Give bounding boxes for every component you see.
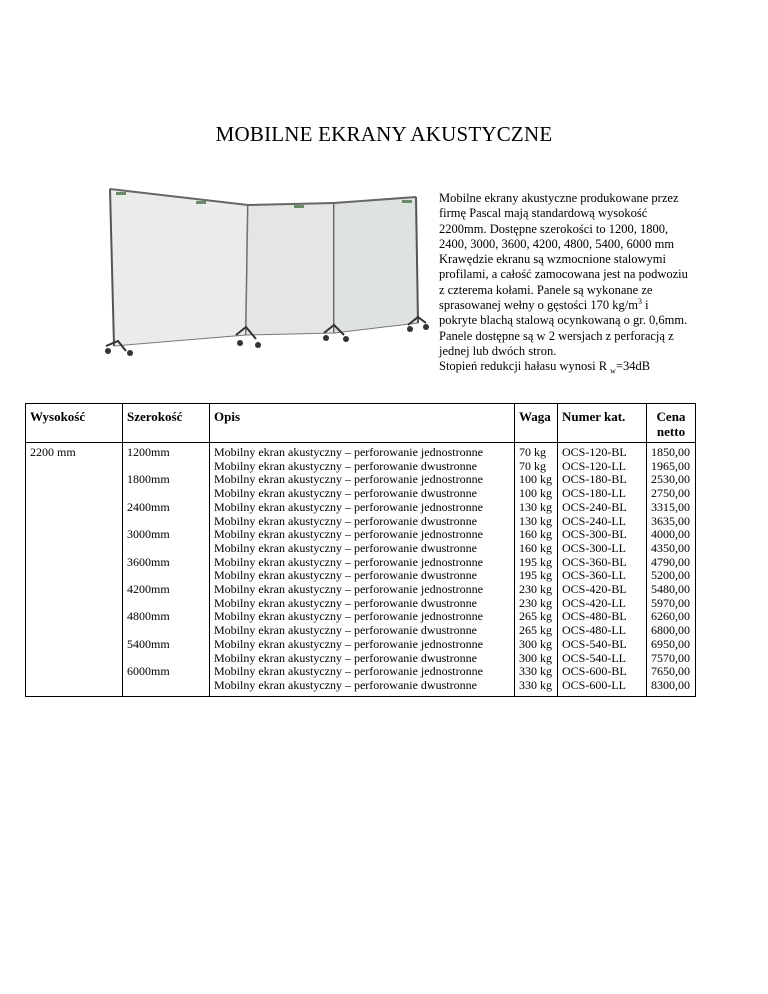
row-weight: 160 kg (519, 540, 552, 555)
row-price: 6950,00 (651, 636, 690, 651)
row-catalog-number: OCS-360-LL (562, 568, 626, 583)
width-value: 6000mm (127, 664, 170, 679)
header-weight: Waga (515, 404, 558, 443)
row-weight: 195 kg (519, 554, 552, 569)
row-price: 4350,00 (651, 540, 690, 555)
row-description: Mobilny ekran akustyczny – perforowanie dwustronne (214, 623, 477, 638)
row-price: 8300,00 (651, 677, 690, 692)
width-value: 5400mm (127, 636, 170, 651)
row-price: 1850,00 (651, 445, 690, 459)
intro-paragraph-2: Krawędzie ekranu są wzmocnione stalowymi profilami, a całość zamocowana jest na podwoziu z czterema kołami. Panele są wykonane ze sprasowanej wełny o gęstości 170 $kg/m^3$ i pokryte blachą stalową ocynkowaną o gr. 0,6mm. Panele dostępne są w 2 wersjach z perforacją z jednej lub dwóch stron. (439, 252, 688, 358)
row-price: 7570,00 (651, 650, 690, 665)
prices-cell (647, 443, 696, 697)
row-description: Mobilny ekran akustyczny – perforowanie dwustronne (214, 568, 477, 583)
row-weight: 70 kg (519, 458, 546, 473)
row-price: 6260,00 (651, 609, 690, 624)
row-description: Mobilny ekran akustyczny – perforowanie dwustronne (214, 677, 477, 692)
row-description: Mobilny ekran akustyczny – perforowanie jednostronne (214, 445, 483, 459)
row-description: Mobilny ekran akustyczny – perforowanie jednostronne (214, 527, 483, 542)
intro-paragraph-1: Mobilne ekrany akustyczne produkowane przez firmę Pascal mają standardową wysokość 2200mm. Dostępne szerokości to 1200, 1800, 2400, 3000, 3600, 4200, 4800, 5400, 6000 mm (439, 191, 679, 251)
row-description: Mobilny ekran akustyczny – perforowanie dwustronne (214, 540, 477, 555)
row-price: 7650,00 (651, 664, 690, 679)
row-description: Mobilny ekran akustyczny – perforowanie jednostronne (214, 582, 483, 597)
row-description: Mobilny ekran akustyczny – perforowanie jednostronne (214, 499, 483, 514)
row-description: Mobilny ekran akustyczny – perforowanie dwustronne (214, 595, 477, 610)
price-table (25, 403, 696, 697)
width-value: 4200mm (127, 582, 170, 597)
width-value: 3000mm (127, 527, 170, 542)
row-catalog-number: OCS-120-BL (562, 445, 627, 459)
row-price: 5200,00 (651, 568, 690, 583)
row-catalog-number: OCS-180-LL (562, 486, 626, 501)
row-catalog-number: OCS-600-LL (562, 677, 626, 692)
header-description: Opis (210, 404, 515, 443)
height-cell: 2200 mm (26, 443, 123, 697)
row-weight: 330 kg (519, 677, 552, 692)
row-weight: 160 kg (519, 527, 552, 542)
row-weight: 195 kg (519, 568, 552, 583)
row-description: Mobilny ekran akustyczny – perforowanie jednostronne (214, 636, 483, 651)
row-catalog-number: OCS-480-LL (562, 623, 626, 638)
width-value: 2400mm (127, 499, 170, 514)
intro-paragraph-3: Stopień redukcji hałasu wynosi R $_w$=34dB (439, 359, 651, 376)
row-catalog-number: OCS-120-LL (562, 458, 626, 473)
row-weight: 100 kg (519, 472, 552, 487)
row-weight: 130 kg (519, 499, 552, 514)
header-catalog: Numer kat. (558, 404, 647, 443)
intro-text (439, 191, 689, 375)
row-price: 3635,00 (651, 513, 690, 528)
page-title: MOBILNE EKRANY AKUSTYCZNE (215, 122, 553, 146)
row-description: Mobilny ekran akustyczny – perforowanie dwustronne (214, 458, 477, 473)
row-catalog-number: OCS-240-LL (562, 513, 626, 528)
width-value: 4800mm (127, 609, 170, 624)
weights-cell (515, 443, 558, 697)
table-row (26, 443, 696, 697)
row-price: 3315,00 (651, 499, 690, 514)
row-catalog-number: OCS-420-LL (562, 595, 626, 610)
table-header-row (26, 404, 696, 443)
width-value: 3600mm (127, 554, 170, 569)
header-width: Szerokość (123, 404, 210, 443)
row-price: 4000,00 (651, 527, 690, 542)
row-price: 1965,00 (651, 458, 690, 473)
descriptions-cell (210, 443, 515, 697)
row-catalog-number: OCS-240-BL (562, 499, 627, 514)
row-catalog-number: OCS-600-BL (562, 664, 627, 679)
width-value: 1200mm (127, 445, 170, 459)
row-weight: 300 kg (519, 650, 552, 665)
row-catalog-number: OCS-480-BL (562, 609, 627, 624)
header-price: Cena netto (647, 404, 696, 443)
row-description: Mobilny ekran akustyczny – perforowanie jednostronne (214, 472, 483, 487)
row-description: Mobilny ekran akustyczny – perforowanie jednostronne (214, 554, 483, 569)
row-weight: 70 kg (519, 445, 546, 459)
row-weight: 230 kg (519, 595, 552, 610)
row-weight: 100 kg (519, 486, 552, 501)
row-description: Mobilny ekran akustyczny – perforowanie dwustronne (214, 650, 477, 665)
row-weight: 330 kg (519, 664, 552, 679)
row-description: Mobilny ekran akustyczny – perforowanie jednostronne (214, 609, 483, 624)
row-price: 5970,00 (651, 595, 690, 610)
row-price: 2530,00 (651, 472, 690, 487)
row-description: Mobilny ekran akustyczny – perforowanie dwustronne (214, 486, 477, 501)
row-price: 6800,00 (651, 623, 690, 638)
row-catalog-number: OCS-420-BL (562, 582, 627, 597)
widths-cell (123, 443, 210, 697)
row-price: 2750,00 (651, 486, 690, 501)
acoustic-screens-photo (96, 183, 430, 359)
row-catalog-number: OCS-540-BL (562, 636, 627, 651)
row-description: Mobilny ekran akustyczny – perforowanie jednostronne (214, 664, 483, 679)
row-weight: 230 kg (519, 582, 552, 597)
header-height: Wysokość (26, 404, 123, 443)
row-price: 4790,00 (651, 554, 690, 569)
row-weight: 265 kg (519, 609, 552, 624)
row-catalog-number: OCS-180-BL (562, 472, 627, 487)
row-catalog-number: OCS-300-LL (562, 540, 626, 555)
row-description: Mobilny ekran akustyczny – perforowanie dwustronne (214, 513, 477, 528)
row-weight: 300 kg (519, 636, 552, 651)
row-weight: 130 kg (519, 513, 552, 528)
row-catalog-number: OCS-540-LL (562, 650, 626, 665)
row-catalog-number: OCS-360-BL (562, 554, 627, 569)
width-value: 1800mm (127, 472, 170, 487)
row-price: 5480,00 (651, 582, 690, 597)
row-catalog-number: OCS-300-BL (562, 527, 627, 542)
catalog-cell (558, 443, 647, 697)
row-weight: 265 kg (519, 623, 552, 638)
